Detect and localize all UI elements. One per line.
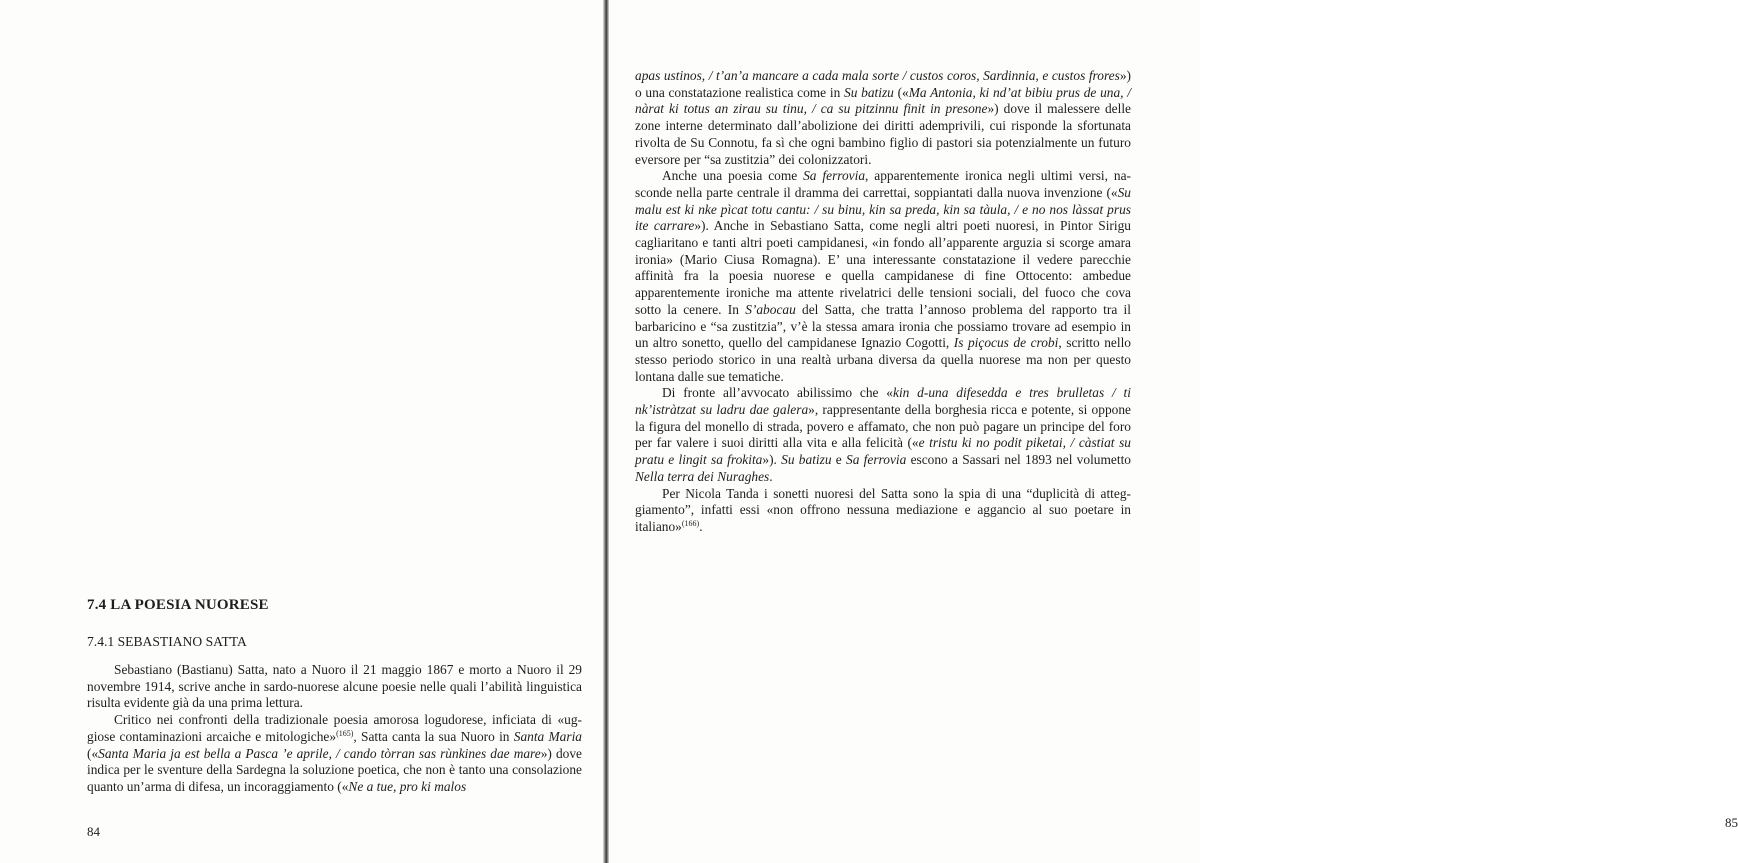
section-title: 7.4 LA POESIA NUORESE [87, 597, 269, 613]
page-number: 85 [1725, 815, 1738, 830]
footnote-ref: (166) [681, 518, 700, 528]
right-page [609, 0, 1738, 863]
left-page [0, 0, 603, 863]
left-text-block [87, 662, 582, 796]
paragraph: apas ustinos, / t’an’a mancare a cada mala sorte / custos coros, Sardinnia, e custos frores») o una constatazione realistica come in Su batizu («Ma Antonia, ki nd’at bibiu prus de una, / nàrat ki totus an zirau su tinu, / ca su pitzinnu finit in presone») dove il malessere delle zone interne determinato dall’abolizione dei diritti ademprivili, cui risponde la sfortunata rivolta de Su Connotu, fa sì che ogni bambino figlio di pastori sia potenzialmente un futuro eversore per “sa zustitzia” dei colonizzatori. [635, 68, 1131, 167]
paragraph: Critico nei confronti della tradizionale poesia amorosa logudorese, inficiata di «uggiose contaminazioni arcaiche e mitologiche»$^{(165)}$, Satta canta la sua Nuoro in Santa Maria («Santa Maria ja est bella a Pasca ’e aprile, / cando tòrran sas rùnkines dae mare») dove indica per le sventure della Sardegna la soluzione poetica, che non è tanto una consolazione quanto un’arma di difesa, un incoraggiamento («Ne a tue, pro ki malos [87, 712, 582, 794]
page-number: 84 [87, 824, 100, 839]
footnote-ref: (165) [336, 728, 354, 738]
right-text-block [635, 68, 1131, 536]
paragraph: Di fronte all’avvocato abilissimo che «kin d-una difesedda e tres brulletas / ti nk’istràtzat su ladru dae galera», rappresentante della borghesia ricca e potente, si oppone la figura del monello di strada, povero e affamato, che non può pagare un principe del foro per far valere i suoi diritti alla vita e alla felicità («e tristu ki no podit piketai, / càstiat su pratu e lingit sa frokita»). Su batizu e Sa ferrovia escono a Sassari nel 1893 nel volumetto Nella terra dei Nuraghes. [635, 385, 1131, 484]
paragraph: Anche una poesia come Sa ferrovia, apparentemente ironica negli ultimi versi, nasconde nella parte centrale il dramma dei carrettai, soppiantati dalla nuova invenzione («Su malu est ki nke pìcat totu cantu: / su binu, kin sa preda, kin sa tàula, / e no nos làssat prus ite carrare»). Anche in Sebastiano Satta, come negli altri poeti nuoresi, in Pintor Sirigu cagliaritano e tanti altri poeti campidanesi, «in fondo all’apparente arguzia si scorge amara ironia» (Mario Ciusa Romagna). E’ una interessante constatazione il vedere parecchie affinità fra la poesia nuorese e quella campidanese di fine Ottocento: ambedue apparentemente ironiche ma attente rivelatrici delle tensioni sociali, del fuoco che cova sotto la cenere. In S’abocau del Satta, che tratta l’annoso problema del rapporto tra il barbaricino e “sa zustitzia”, v’è la stessa amara ironia che possiamo trovare ad esempio in un altro sonetto, quello del campidanese Ignazio Cogotti, Is piçocus de crobi, scritto nello stesso periodo storico in una realtà urbana diversa da quella nuorese ma non per questo lontana dalle sue tematiche. [635, 168, 1131, 384]
subsection-title: 7.4.1 SEBASTIANO SATTA [87, 634, 247, 649]
paragraph: Per Nicola Tanda i sonetti nuoresi del Satta sono la spia di una “duplicità di atteggiamento”, infatti essi «non offrono nessuna mediazione e aggancio al suo poetare in italiano»$^{(166)}$. [635, 485, 1131, 534]
paragraph: Sebastiano (Bastianu) Satta, nato a Nuoro il 21 maggio 1867 e morto a Nuoro il 29 novembre 1914, scrive anche in sardo-nuorese alcune poesie nelle quali l’abilità linguistica risulta evidente già da una prima lettura. [87, 662, 582, 711]
